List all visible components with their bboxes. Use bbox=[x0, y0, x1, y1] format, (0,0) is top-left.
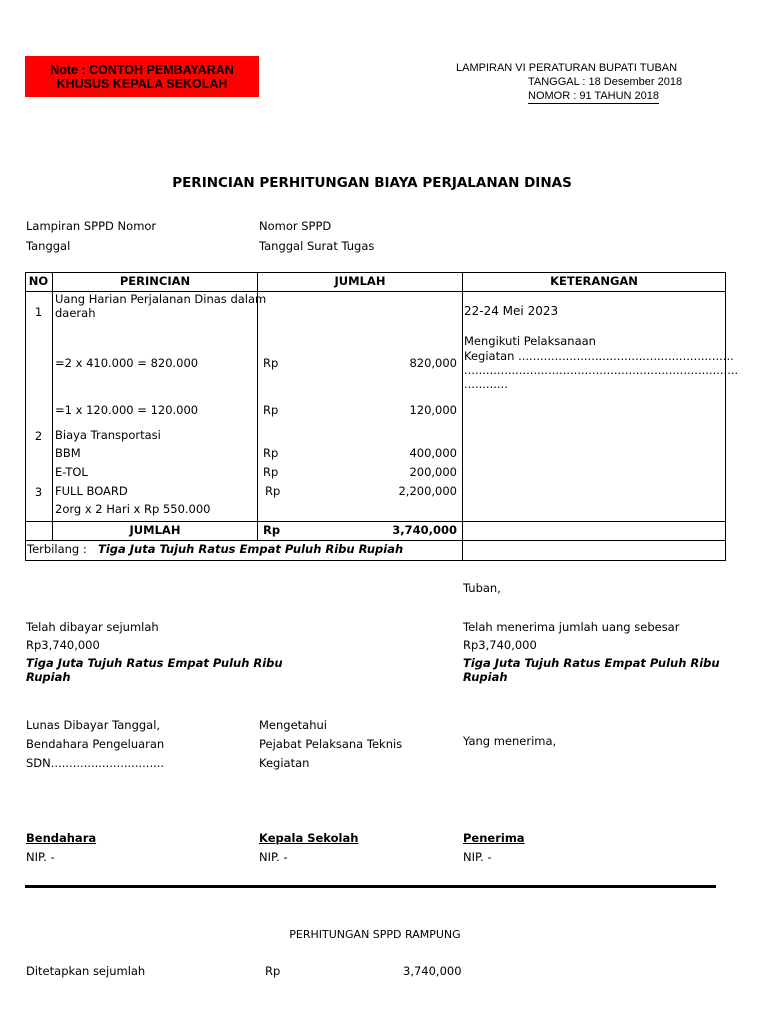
etol-value: 200,000 bbox=[409, 465, 457, 479]
row-number-1: 1 bbox=[34, 305, 43, 319]
keterangan-line-4: ............ bbox=[464, 377, 508, 391]
page-title: PERINCIAN PERHITUNGAN BIAYA PERJALANAN DINAS bbox=[172, 175, 572, 191]
regulation-line-2: TANGGAL : 18 Desember 2018 bbox=[528, 76, 683, 88]
regulation-line-3: NOMOR : 91 TAHUN 2018 bbox=[528, 90, 660, 102]
etol-label: E-TOL bbox=[55, 465, 88, 479]
nomor-sppd-label: Nomor SPPD bbox=[259, 219, 332, 233]
terbilang-value: Tiga Juta Tujuh Ratus Empat Puluh Ribu Rupiah bbox=[98, 542, 404, 556]
biaya-transportasi-label: Biaya Transportasi bbox=[55, 428, 161, 442]
bbm-value: 400,000 bbox=[409, 446, 457, 460]
calc-2-value: 120,000 bbox=[409, 403, 457, 417]
total-label: JUMLAH bbox=[129, 523, 181, 537]
header-perincian: PERINCIAN bbox=[119, 274, 191, 288]
row-number-3: 3 bbox=[34, 485, 43, 499]
calc-2: =1 x 120.000 = 120.000 bbox=[55, 403, 199, 417]
telah-dibayar-words-2: Rupiah bbox=[26, 670, 71, 684]
header-no: NO bbox=[28, 274, 49, 288]
sdn-label: SDN............................... bbox=[26, 756, 165, 770]
lampiran-sppd-label: Lampiran SPPD Nomor bbox=[26, 219, 157, 233]
telah-menerima-amount: Rp3,740,000 bbox=[463, 638, 537, 652]
mengetahui-label: Mengetahui bbox=[259, 718, 327, 732]
ditetapkan-rp: Rp bbox=[265, 964, 281, 978]
uang-harian-label-1: Uang Harian Perjalanan Dinas dalam bbox=[55, 292, 267, 306]
signature-penerima: Penerima bbox=[463, 831, 525, 845]
calc-1: =2 x 410.000 = 820.000 bbox=[55, 356, 199, 370]
ditetapkan-value: 3,740,000 bbox=[403, 964, 462, 978]
pejabat-label: Pejabat Pelaksana Teknis bbox=[259, 737, 403, 751]
telah-dibayar-words-1: Tiga Juta Tujuh Ratus Empat Puluh Ribu bbox=[26, 656, 283, 670]
nip-bendahara: NIP. - bbox=[26, 850, 55, 864]
row-number-2: 2 bbox=[34, 429, 43, 443]
etol-rp: Rp bbox=[263, 465, 279, 479]
note-line-1: Note : CONTOH PEMBAYARAN bbox=[50, 62, 234, 77]
keterangan-line-3: ........................................................................... bbox=[464, 363, 739, 377]
section-divider bbox=[25, 885, 716, 888]
tanggal-label: Tanggal bbox=[26, 239, 71, 253]
regulation-line-1: LAMPIRAN VI PERATURAN BUPATI TUBAN bbox=[456, 62, 678, 74]
rampung-title: PERHITUNGAN SPPD RAMPUNG bbox=[289, 928, 461, 941]
signature-bendahara: Bendahara bbox=[26, 831, 97, 845]
keterangan-line-1: Mengikuti Pelaksanaan bbox=[464, 334, 596, 348]
keterangan-date: 22-24 Mei 2023 bbox=[464, 304, 559, 318]
full-board-calc: 2org x 2 Hari x Rp 550.000 bbox=[55, 502, 211, 516]
telah-menerima-label: Telah menerima jumlah uang sebesar bbox=[463, 620, 680, 634]
keterangan-line-2: Kegiatan ........................................................... bbox=[464, 349, 734, 363]
uang-harian-label-2: daerah bbox=[55, 306, 96, 320]
lunas-dibayar-label: Lunas Dibayar Tanggal, bbox=[26, 718, 161, 732]
bbm-rp: Rp bbox=[263, 446, 279, 460]
full-board-value: 2,200,000 bbox=[398, 484, 457, 498]
signature-kepala-sekolah: Kepala Sekolah bbox=[259, 831, 359, 845]
place-label: Tuban, bbox=[463, 581, 501, 595]
header-keterangan: KETERANGAN bbox=[550, 274, 638, 288]
full-board-label: FULL BOARD bbox=[55, 484, 128, 498]
telah-dibayar-label: Telah dibayar sejumlah bbox=[26, 620, 159, 634]
perincian-table bbox=[25, 272, 739, 561]
nip-kepala-sekolah: NIP. - bbox=[259, 850, 288, 864]
total-value: 3,740,000 bbox=[392, 523, 457, 537]
ditetapkan-label: Ditetapkan sejumlah bbox=[26, 964, 146, 978]
total-rp: Rp bbox=[263, 523, 281, 537]
nip-penerima: NIP. - bbox=[463, 850, 492, 864]
header-jumlah: JUMLAH bbox=[334, 274, 386, 288]
telah-menerima-words-1: Tiga Juta Tujuh Ratus Empat Puluh Ribu bbox=[463, 656, 720, 670]
yang-menerima-label: Yang menerima, bbox=[463, 734, 557, 748]
calc-2-rp: Rp bbox=[263, 403, 279, 417]
telah-menerima-words-2: Rupiah bbox=[463, 670, 508, 684]
note-line-2: KHUSUS KEPALA SEKOLAH bbox=[56, 76, 228, 91]
bbm-label: BBM bbox=[55, 446, 81, 460]
kegiatan-label: Kegiatan bbox=[259, 756, 310, 770]
terbilang-label: Terbilang : bbox=[27, 542, 87, 556]
telah-dibayar-amount: Rp3,740,000 bbox=[26, 638, 100, 652]
calc-1-rp: Rp bbox=[263, 356, 279, 370]
tanggal-surat-tugas-label: Tanggal Surat Tugas bbox=[259, 239, 375, 253]
bendahara-pengeluaran-label: Bendahara Pengeluaran bbox=[26, 737, 165, 751]
calc-1-value: 820,000 bbox=[409, 356, 457, 370]
note-box bbox=[25, 56, 259, 97]
full-board-rp: Rp bbox=[265, 484, 281, 498]
